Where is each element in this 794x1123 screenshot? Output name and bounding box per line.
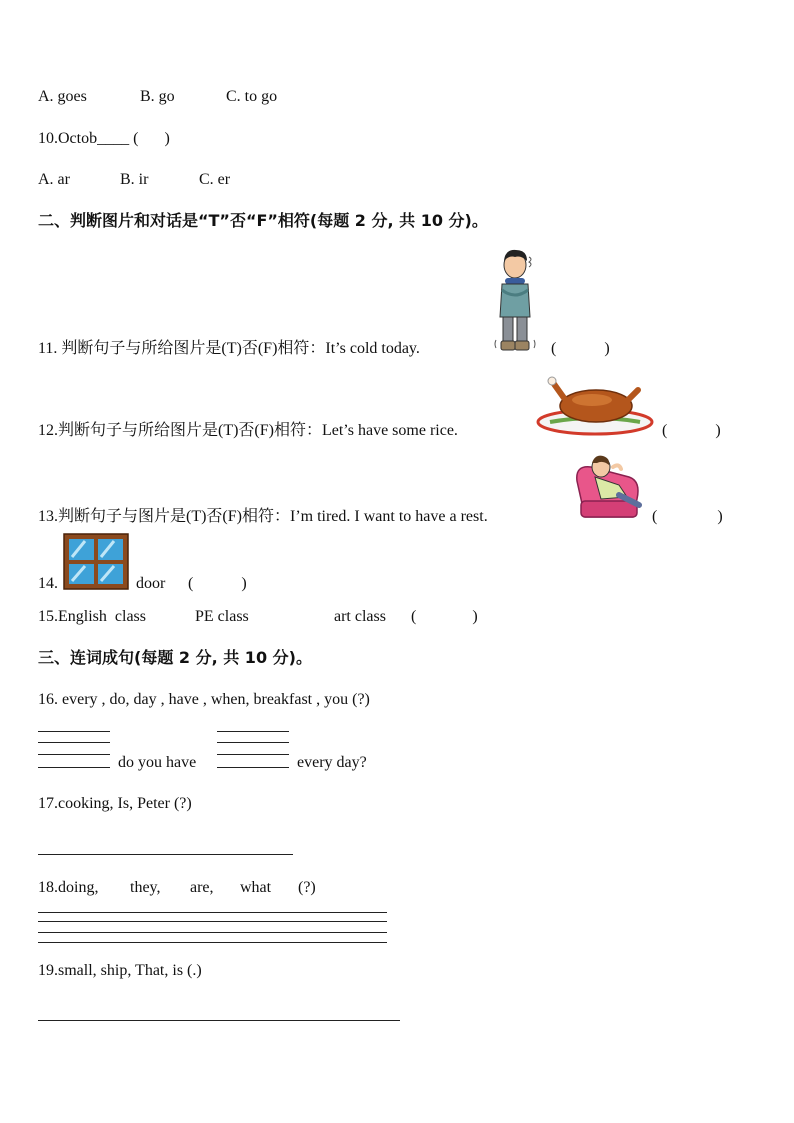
q9-option-c: C. to go xyxy=(226,88,278,105)
q16-blank1-line3[interactable] xyxy=(38,754,110,755)
q16-blank2-line1[interactable] xyxy=(217,731,289,732)
q10-option-b: B. ir xyxy=(120,171,149,188)
q18-answer-line1[interactable] xyxy=(38,912,387,913)
window-icon xyxy=(63,533,129,590)
q12-paren-close: ) xyxy=(715,422,721,439)
q10-option-c: C. er xyxy=(199,171,231,188)
q16-blank2-line4[interactable] xyxy=(217,767,289,768)
q15-english: 15.English xyxy=(38,608,107,625)
q15-class: class xyxy=(114,608,146,625)
roast-turkey-icon xyxy=(536,374,654,438)
q16-blank1-line4[interactable] xyxy=(38,767,110,768)
q10-option-a: A. ar xyxy=(38,171,70,188)
q15-option-pe: PE class xyxy=(195,608,249,625)
cold-boy-icon xyxy=(493,245,539,355)
q18-answer-line2[interactable] xyxy=(38,921,387,922)
q16-prompt: 16. every , do, day , have , when, breakfast , you (?) xyxy=(38,691,370,708)
q12-paren xyxy=(662,421,721,441)
q14-word: door xyxy=(136,575,166,592)
section3-heading: 三、连词成句(每题 2 分, 共 10 分)。 xyxy=(38,648,312,667)
q18-w1: 18.doing, xyxy=(38,879,99,896)
q11-text: 11. 判断句子与所给图片是(T)否(F)相符：It’s cold today. xyxy=(38,340,420,357)
q13-paren-open: ( xyxy=(652,508,658,525)
q16-mid-text: do you have xyxy=(118,754,197,771)
q18-answer-line4[interactable] xyxy=(38,942,387,943)
q10-prompt: 10.Octob____ ( xyxy=(38,130,139,147)
q15-paren-open: ( xyxy=(411,608,417,625)
q15-option-art: art class xyxy=(334,608,386,625)
q16-blank2-line3[interactable] xyxy=(217,754,289,755)
q11-paren-open: ( xyxy=(551,340,557,357)
q12-text: 12.判断句子与所给图片是(T)否(F)相符：Let’s have some rice. xyxy=(38,422,458,439)
q15-paren-close: ) xyxy=(472,608,478,625)
q16-end-text: every day? xyxy=(297,754,367,771)
q13-paren-close: ) xyxy=(717,508,723,525)
q18-w3: are, xyxy=(190,879,214,896)
q18-w4: what xyxy=(240,879,272,896)
q18-w2: they, xyxy=(130,879,161,896)
q14-number: 14. xyxy=(38,575,58,592)
q9-option-a: A. goes xyxy=(38,88,87,105)
resting-boy-armchair-icon xyxy=(571,451,645,525)
q14-paren-close: ) xyxy=(241,575,247,592)
q18-w5: (?) xyxy=(298,879,316,896)
q9-option-b: B. go xyxy=(140,88,175,105)
q11-paren-close: ) xyxy=(604,340,610,357)
q17-prompt: 17.cooking, Is, Peter (?) xyxy=(38,795,192,812)
q14-paren xyxy=(188,574,247,594)
q19-prompt: 19.small, ship, That, is (.) xyxy=(38,962,202,979)
q19-answer-line[interactable] xyxy=(38,1020,400,1021)
q10-paren-close: ) xyxy=(164,130,170,147)
q16-blank2-line2[interactable] xyxy=(217,742,289,743)
q10-text xyxy=(38,129,170,149)
q12-paren-open: ( xyxy=(662,422,668,439)
q13-paren xyxy=(652,507,723,527)
q17-answer-line[interactable] xyxy=(38,854,293,855)
section2-heading: 二、判断图片和对话是“T”否“F”相符(每题 2 分, 共 10 分)。 xyxy=(38,211,488,230)
q18-answer-line3[interactable] xyxy=(38,932,387,933)
q16-blank1-line1[interactable] xyxy=(38,731,110,732)
q16-blank1-line2[interactable] xyxy=(38,742,110,743)
q15-option-english xyxy=(38,607,146,627)
q13-text: 13.判断句子与图片是(T)否(F)相符：I’m tired. I want to have a rest. xyxy=(38,508,488,525)
q15-paren xyxy=(411,607,478,627)
q11-paren xyxy=(551,339,610,359)
q14-paren-open: ( xyxy=(188,575,194,592)
